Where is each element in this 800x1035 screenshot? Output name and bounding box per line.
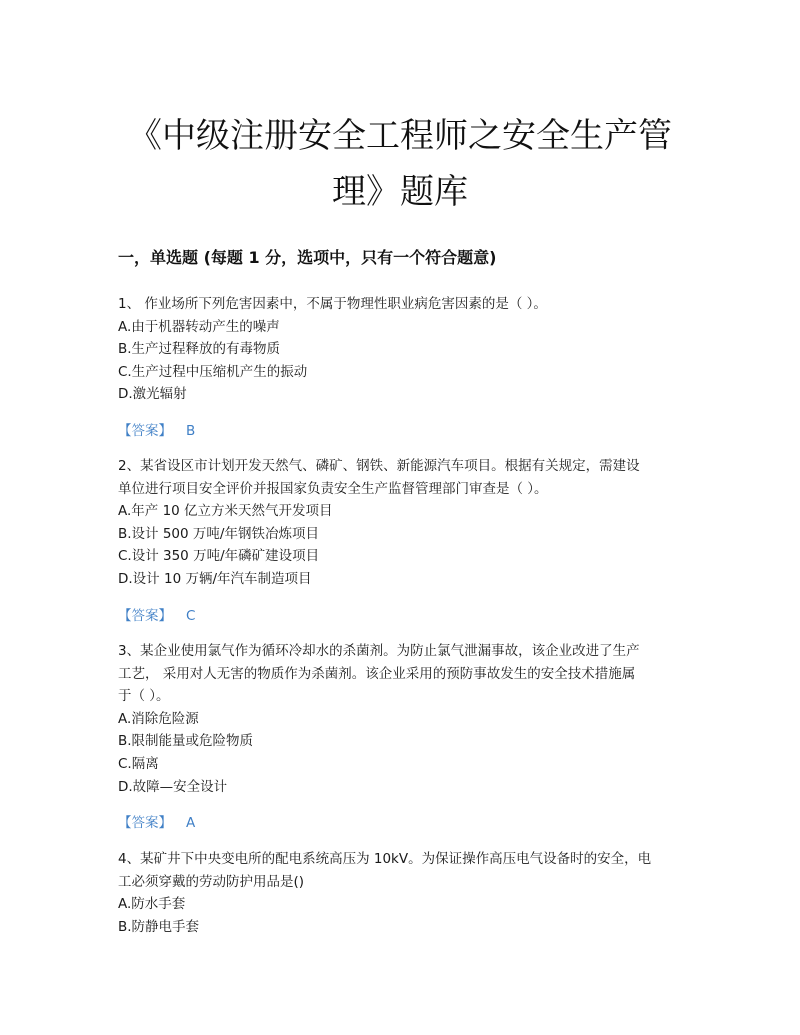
- question-stem-line: 单位进行项目安全评价并报国家负责安全生产监督管理部门审查是（ ）。: [118, 480, 548, 497]
- question-1: [118, 293, 684, 442]
- answer-line: [118, 420, 684, 442]
- option-d: D.激光辐射: [118, 386, 187, 403]
- document-title: [90, 108, 710, 220]
- document-title-line-1: 《中级注册安全工程师之安全生产管: [128, 116, 672, 156]
- option-d: D.故障—安全设计: [118, 778, 228, 795]
- question-stem-line: 3、某企业使用氯气作为循环冷却水的杀菌剂。为防止氯气泄漏事故，该企业改进了生产: [118, 643, 640, 659]
- document-title-line-2: 理》题库: [332, 172, 468, 212]
- option-b: B.生产过程释放的有毒物质: [118, 341, 281, 358]
- question-stem: [118, 640, 684, 708]
- answer-value: A: [186, 815, 196, 832]
- answer-line: [118, 605, 684, 627]
- option-a: A.年产 10 亿立方米天然气开发项目: [118, 503, 333, 520]
- question-stem: [118, 455, 684, 500]
- question-stem-line: 工艺， 采用对人无害的物质作为杀菌剂。该企业采用的预防事故发生的安全技术措施属: [118, 665, 636, 682]
- option-c: C.隔离: [118, 755, 159, 772]
- option-b: B.设计 500 万吨/年钢铁冶炼项目: [118, 525, 319, 542]
- answer-label: 【答案】: [118, 607, 172, 624]
- option-b: B.限制能量或危险物质: [118, 733, 254, 750]
- question-stem: [118, 848, 684, 893]
- question-stem-line: 2、某省设区市计划开发天然气、磷矿、钢铁、新能源汽车项目。根据有关规定，需建设: [118, 458, 640, 474]
- question-2: [118, 455, 684, 627]
- option-b: B.防静电手套: [118, 918, 200, 935]
- option-c: C.生产过程中压缩机产生的振动: [118, 363, 308, 380]
- option-c: C.设计 350 万吨/年磷矿建设项目: [118, 548, 320, 565]
- section-heading: 一，单选题 (每题 1 分，选项中，只有一个符合题意): [118, 248, 497, 267]
- question-stem-line: 于（ ）。: [118, 688, 170, 705]
- answer-line: [118, 812, 684, 834]
- option-a: A.由于机器转动产生的噪声: [118, 318, 280, 335]
- question-stem-line: 1、 作业场所下列危害因素中，不属于物理性职业病危害因素的是（ ）。: [118, 296, 547, 312]
- option-d: D.设计 10 万辆/年汽车制造项目: [118, 570, 312, 587]
- option-a: A.防水手套: [118, 896, 186, 913]
- question-4: [118, 848, 684, 938]
- answer-label: 【答案】: [118, 815, 172, 832]
- question-stem: [118, 293, 684, 316]
- question-3: [118, 640, 684, 834]
- answer-value: B: [186, 422, 196, 439]
- answer-label: 【答案】: [118, 422, 172, 439]
- answer-value: C: [186, 607, 196, 624]
- question-stem-line: 工必须穿戴的劳动防护用品是(): [118, 873, 305, 890]
- question-stem-line: 4、某矿井下中央变电所的配电系统高压为 10kV。为保证操作高压电气设备时的安全，电: [118, 851, 652, 867]
- option-a: A.消除危险源: [118, 710, 199, 727]
